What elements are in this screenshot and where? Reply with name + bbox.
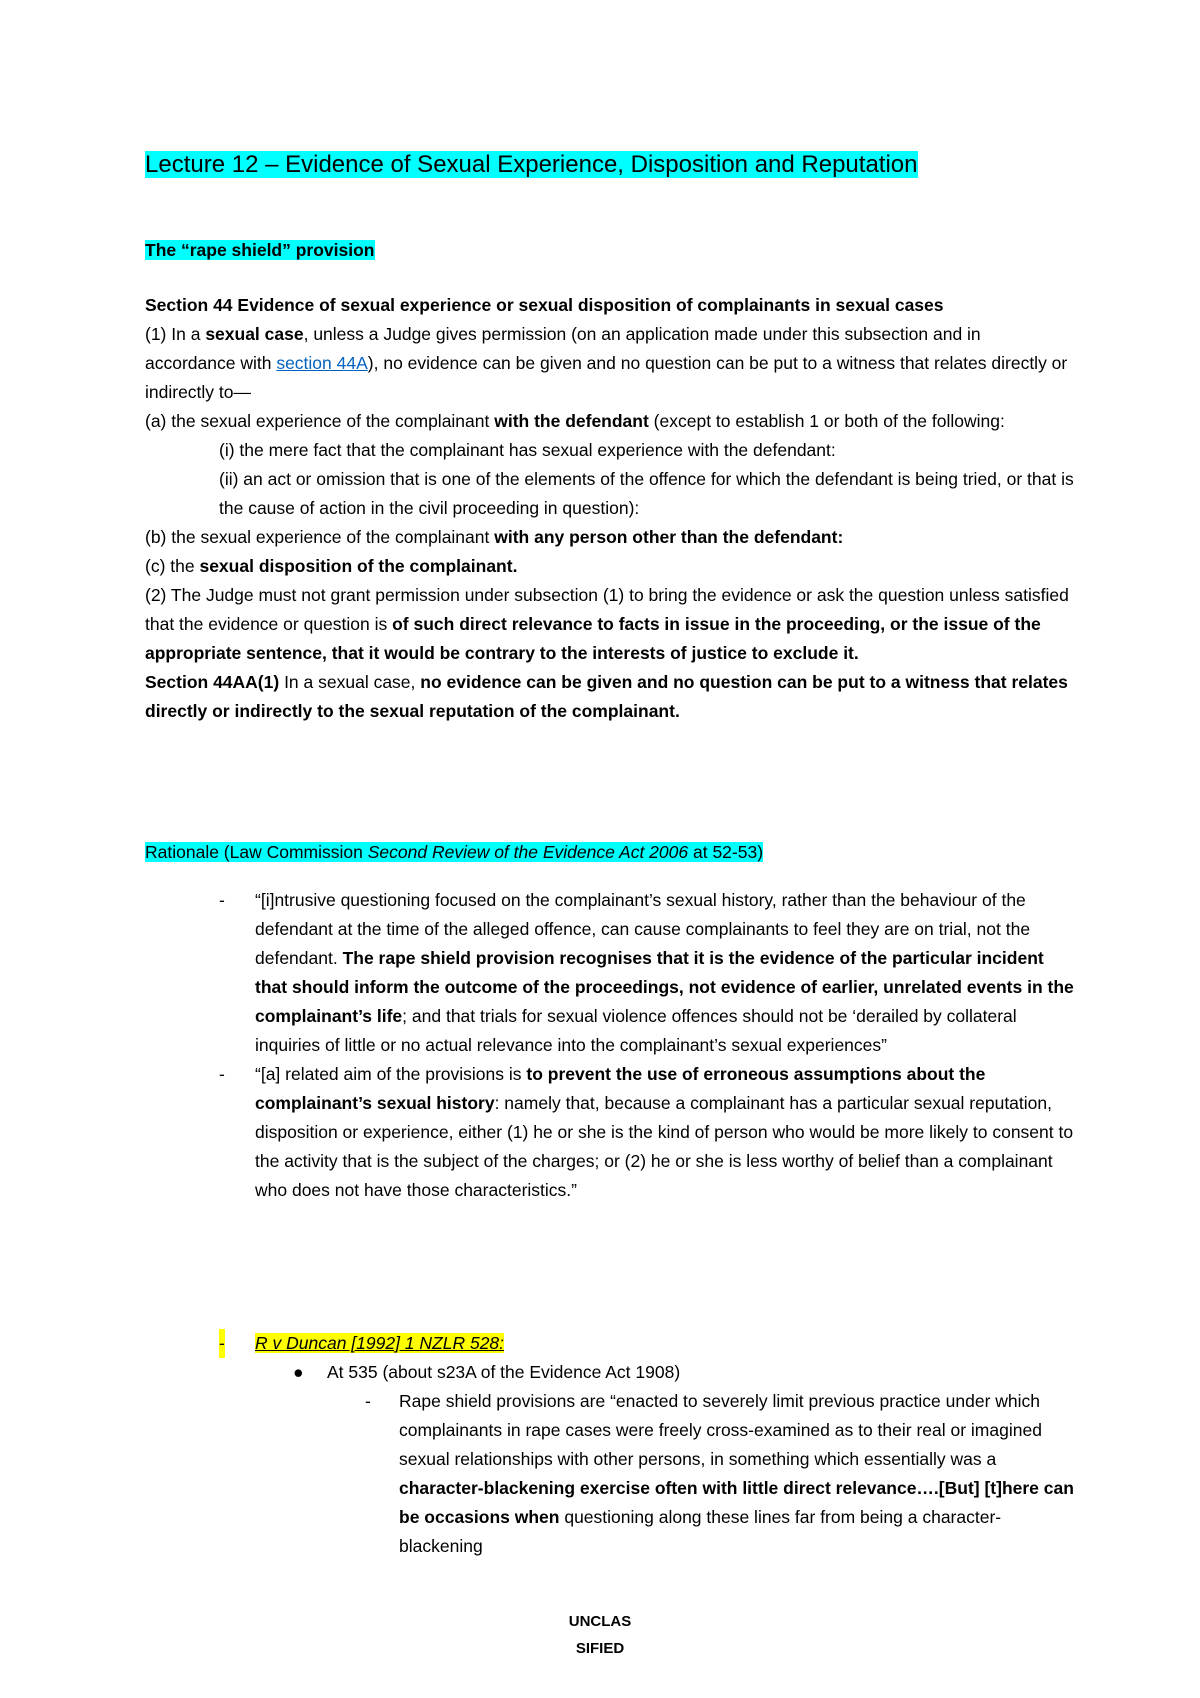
case-title-item [145, 1329, 1075, 1358]
classification-footer: UNCLAS SIFIED [568, 1613, 632, 1657]
case-title: R v Duncan [1992] 1 NZLR 528: [255, 1333, 505, 1353]
dash-marker: - [219, 890, 225, 910]
rationale-heading: Rationale (Law Commission Second Review of the Evidence Act 2006 at 52-53) [145, 842, 764, 862]
rape-shield-heading: The “rape shield” provision [145, 240, 375, 260]
case-section [145, 1329, 1075, 1561]
section-44-text [145, 291, 1075, 726]
case-quote-item: - Rape shield provisions are “enacted to severely limit previous practice under which complainants in rape cases were freely cross-examined as to their real or imagined sexual relationships with other persons, in something which essentially was a character-blackening exercise often with little direct relevance….[But] [t]here can be occasions when questioning along these lines far from being a character-blackening [145, 1387, 1075, 1561]
section-44aa: Section 44AA(1) In a sexual case, no evidence can be given and no question can be put to a witness that relates directly or indirectly to the sexual reputation of the complainant. [145, 672, 1068, 721]
bullet-marker: ● [293, 1362, 304, 1382]
list-item: - “[i]ntrusive questioning focused on the complainant’s sexual history, rather than the behaviour of the defendant at the time of the alleged offence, can cause complainants to feel they are on trial, not the defendant. The rape shield provision recognises that it is the evidence of the particular incident that should inform the outcome of the proceedings, not evidence of earlier, unrelated events in the complainant’s life; and that trials for sexual violence offences should not be ‘derailed by collateral inquiries of little or no actual relevance into the complainant’s sexual experiences” [145, 886, 1075, 1060]
page-title: Lecture 12 – Evidence of Sexual Experience, Disposition and Reputation [145, 151, 918, 178]
dash-marker: - [365, 1391, 371, 1411]
case-point-item: ● At 535 (about s23A of the Evidence Act 1908) [145, 1358, 1075, 1387]
dash-marker: - [219, 1064, 225, 1084]
subsection-1: (1) In a sexual case, unless a Judge gives permission (on an application made under this subsection and in accordance with section 44A), no evidence can be given and no question can be put to a witness that relates directly or indirectly to— [145, 324, 1068, 402]
paragraph-b: (b) the sexual experience of the complainant with any person other than the defendant: [145, 527, 844, 547]
dash-marker: - [219, 1329, 225, 1358]
subsection-2: (2) The Judge must not grant permission under subsection (1) to bring the evidence or ask the question unless satisfied that the evidence or question is of such direct relevance to facts in issue in the proceeding, or the issue of the appropriate sentence, that it would be contrary to the interests of justice to exclude it. [145, 585, 1069, 663]
section-44-heading: Section 44 Evidence of sexual experience or sexual disposition of complainants in sexual cases [145, 295, 944, 315]
paragraph-a: (a) the sexual experience of the complainant with the defendant (except to establish 1 or both of the following: [145, 411, 1005, 431]
list-item: - “[a] related aim of the provisions is to prevent the use of erroneous assumptions about the complainant’s sexual history: namely that, because a complainant has a particular sexual reputation, disposition or experience, either (1) he or she is the kind of person who would be more likely to consent to the activity that is the subject of the charges; or (2) he or she is less worthy of belief than a complainant who does not have those characteristics.” [145, 1060, 1075, 1205]
subparagraph-i: (i) the mere fact that the complainant has sexual experience with the defendant: [219, 440, 836, 460]
section-44a-link[interactable]: section 44A [276, 353, 368, 373]
rationale-list [145, 886, 1075, 1205]
paragraph-c: (c) the sexual disposition of the complainant. [145, 556, 518, 576]
subparagraph-ii: (ii) an act or omission that is one of the elements of the offence for which the defendant is being tried, or that is the cause of action in the civil proceeding in question): [219, 469, 1074, 518]
